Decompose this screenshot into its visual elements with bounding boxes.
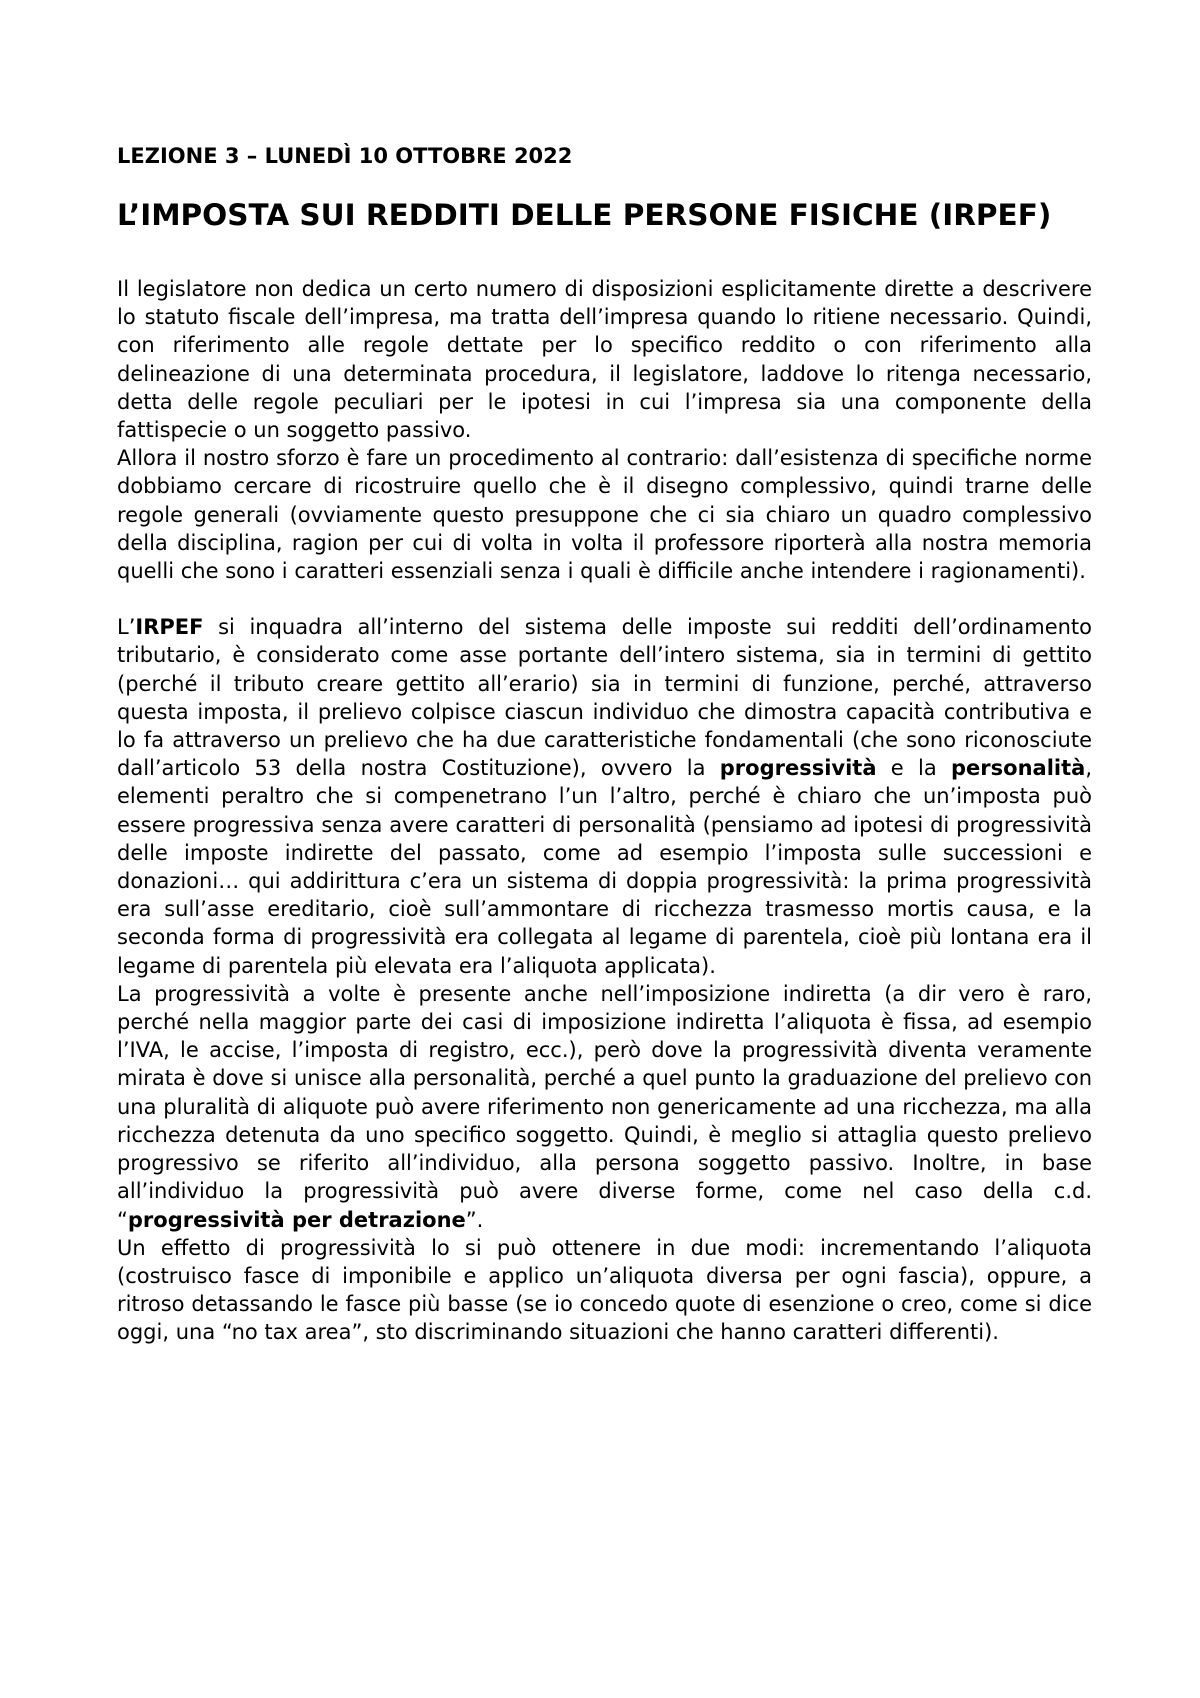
- bold-term-irpef: IRPEF: [135, 615, 204, 640]
- document-title: L’IMPOSTA SUI REDDITI DELLE PERSONE FISICHE (IRPEF): [117, 198, 1052, 232]
- bold-term-progressivita-detrazione: progressività per detrazione: [127, 1207, 466, 1232]
- text-run: La progressività a volte è presente anche nell’imposizione indiretta (a dir vero è raro, perché nella maggior parte dei casi di imposizione indiretta l’aliquota è fissa, ad esempio l’IVA, le accise, l’imposta di registro, ecc.), però dove la progressività diventa veramente mirata è dove si unisce alla personalità, perché a quel punto la graduazione del prelievo con una pluralità di aliquote può avere riferimento non genericamente ad una ricchezza, ma alla ricchezza detenuta da uno specifico soggetto. Quindi, è meglio si attaglia questo prelievo progressivo se riferito all’individuo, alla persona soggetto passivo. Inoltre, in base all’individuo la progressività può avere diverse forme, come nel caso della c.d. “: [117, 981, 1092, 1232]
- paragraph-irpef: [117, 613, 1092, 980]
- text-run: si inquadra all’interno del sistema delle imposte sui redditi dell’ordinamento tributario, è considerato come asse portante dell’intero sistema, sia in termini di gettito (perché il tributo creare gettito all’erario) sia in termini di funzione, perché, attraverso questa imposta, il prelievo colpisce ciascun individuo che dimostra capacità contributiva e lo fa attraverso un prelievo che ha due caratteristiche fondamentali (che sono riconosciute dall’articolo 53 della nostra Costituzione), ovvero la: [117, 615, 1092, 781]
- paragraph-progressivity-effect: Un effetto di progressività lo si può ottenere in due modi: incrementando l’aliquota (costruisco fasce di imponibile e applico un’aliquota diversa per ogni fascia), oppure, a ritroso detassando le fasce più basse (se io concedo quote di esenzione o creo, come si dice oggi, una “no tax area”, sto discriminando situazioni che hanno caratteri differenti).: [117, 1235, 1092, 1345]
- document-body: [117, 275, 1092, 1347]
- text-run: , elementi peraltro che si compenetrano l’un l’altro, perché è chiaro che un’imposta può essere progressiva senza avere caratteri di personalità (pensiamo ad ipotesi di progressività delle imposte indirette del passato, come ad esempio l’imposta sulle successioni e donazioni… qui addirittura c’era un sistema di doppia progressività: la prima progressività era sull’asse ereditario, cioè sull’ammontare di ricchezza trasmesso mortis causa, e la seconda forma di progressività era collegata al legame di parentela, cioè più lontana era il legame di parentela più elevata era l’aliquota applicata).: [117, 756, 1092, 978]
- paragraph-indirect-taxation: [117, 980, 1092, 1234]
- lesson-heading: LEZIONE 3 – LUNEDÌ 10 OTTOBRE 2022: [117, 144, 573, 168]
- text-run: e la: [876, 756, 952, 781]
- paragraph-intro: Il legislatore non dedica un certo numero di disposizioni esplicitamente dirette a descrivere lo statuto fiscale dell’impresa, ma tratta dell’impresa quando lo ritiene necessario. Quindi, con riferimento alle regole dettate per lo specifico reddito o con riferimento alla delineazione di una determinata procedura, il legislatore, laddove lo ritenga necessario, detta delle regole peculiari per le ipotesi in cui l’impresa sia una componente della fattispecie o un soggetto passivo.: [117, 277, 1092, 443]
- text-run: ”.: [465, 1207, 484, 1232]
- paragraph-method: Allora il nostro sforzo è fare un procedimento al contrario: dall’esistenza di specifiche norme dobbiamo cercare di ricostruire quello che è il disegno complessivo, quindi trarne delle regole generali (ovviamente questo presuppone che ci sia chiaro un quadro complessivo della disciplina, ragion per cui di volta in volta il professore riporterà alla nostra memoria quelli che sono i caratteri essenziali senza i quali è difficile anche intendere i ragionamenti).: [117, 446, 1092, 584]
- bold-term-progressivita: progressività: [719, 756, 877, 781]
- text-run: L’: [117, 615, 136, 640]
- bold-term-personalita: personalità: [951, 756, 1086, 781]
